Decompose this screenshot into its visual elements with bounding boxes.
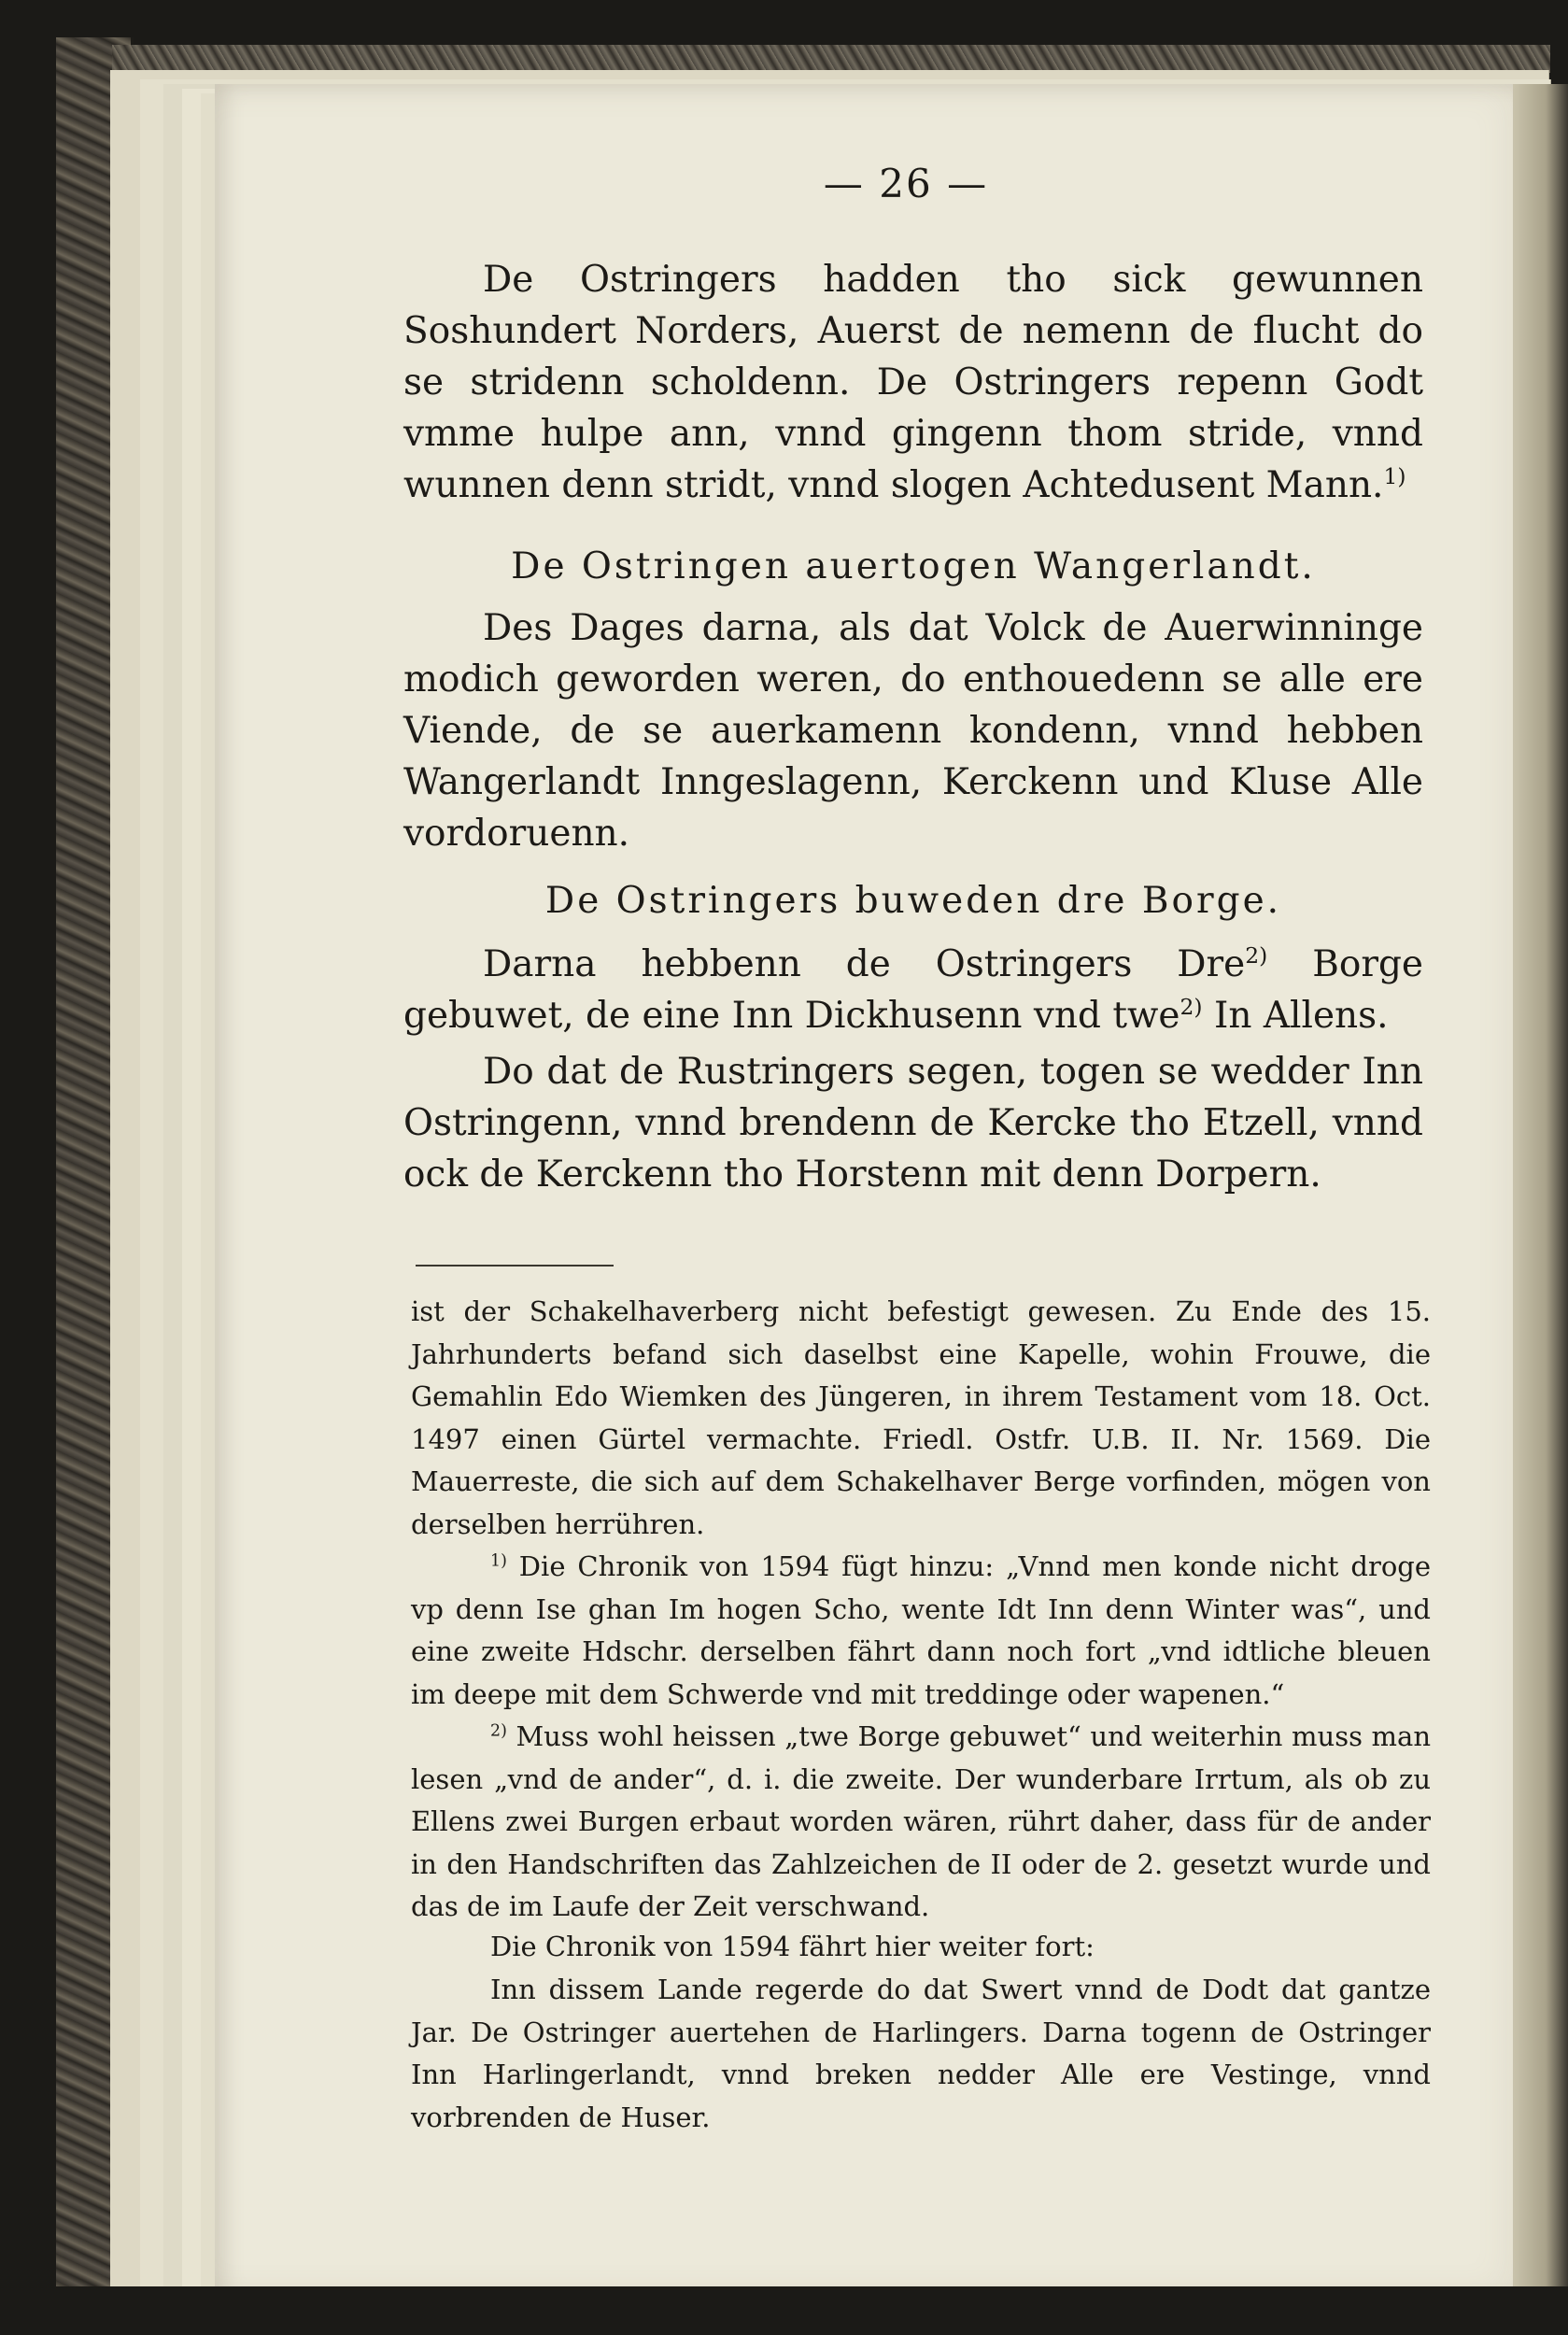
section-heading: De Ostringen auertogen Wangerlandt. xyxy=(511,545,1316,587)
paragraph-text: Des Dages darna, als dat Volck de Auerwinninge modich geworden weren, do enthouedenn se alle ere Viende, de se auerkamenn kondenn, vnnd hebben Wangerlandt Inngeslagenn, Kerckenn und Kluse Alle vordoruenn. xyxy=(403,607,1423,855)
paragraph xyxy=(403,939,1423,1041)
footnote-separator xyxy=(416,1265,614,1267)
marbled-cover-top xyxy=(112,45,1550,73)
paragraph-text: Borge gebuwet, de eine Inn Dickhusenn vnd twe xyxy=(403,943,1424,1037)
footnote xyxy=(411,1969,1431,2139)
footnote-marker: 1) xyxy=(490,1551,507,1571)
paragraph xyxy=(403,254,1423,511)
paragraph xyxy=(403,602,1423,859)
footnote-text: Muss wohl heissen „twe Borge gebuwet“ und weiterhin muss man lesen „vnd de ander“, d. i. die zweite. Der wunderbare Irrtum, als ob zu Ellens zwei Burgen erbaut worden wären, rührt daher, dass für de ander in den Handschriften das Zahlzeichen de II oder de 2. gesetzt wurde und das de im Laufe der Zeit verschwand. xyxy=(411,1720,1432,1922)
footnote xyxy=(411,1546,1431,1716)
footnote xyxy=(411,1926,1431,1969)
footnote xyxy=(411,1291,1431,1546)
background-edge xyxy=(0,2286,1568,2335)
paragraph xyxy=(403,1046,1423,1200)
footnote xyxy=(411,1716,1431,1929)
footnote-marker: 2) xyxy=(1180,994,1203,1020)
footnote-marker: 2) xyxy=(490,1721,507,1741)
paragraph-text: Do dat de Rustringers segen, togen se wedder Inn Ostringenn, vnnd brendenn de Kercke tho Etzell, vnnd ock de Kerckenn tho Horstenn mit denn Dorpern. xyxy=(403,1051,1423,1196)
footnote-text: Inn dissem Lande regerde do dat Swert vnnd de Dodt dat gantze Jar. De Ostringer auertehen de Harlingers. Darna togenn de Ostringer Inn Harlingerlandt, vnnd breken nedder Alle ere Vestinge, vnnd vorbrenden de Huser. xyxy=(411,1974,1431,2133)
footnote-marker: 1) xyxy=(1383,463,1406,489)
page-gutter-shadow xyxy=(1513,84,1568,2298)
footnote-marker: 2) xyxy=(1245,942,1268,969)
paragraph-text: Darna hebbenn de Ostringers Dre xyxy=(483,943,1246,985)
section-heading: De Ostringers buweden dre Borge. xyxy=(544,880,1282,922)
footnote-text: Die Chronik von 1594 fügt hinzu: „Vnnd men konde nicht droge vp denn Ise ghan Im hogen Scho, wente Idt Inn denn Winter was“, und eine zweite Hdschr. derselben fährt dann noch fort „vnd idtliche bleuen im deepe mit dem Schwerde vnd mit treddinge oder wapenen.“ xyxy=(411,1550,1432,1710)
footnote-text: Die Chronik von 1594 fährt hier weiter fort: xyxy=(490,1931,1095,1962)
paragraph-text: In Allens. xyxy=(1213,995,1389,1037)
footnote-text: ist der Schakelhaverberg nicht befestigt gewesen. Zu Ende des 15. Jahrhunderts befand sich daselbst eine Kapelle, wohin Frouwe, die Gemahlin Edo Wiemken des Jüngeren, in ihrem Testament vom 18. Oct. 1497 einen Gürtel vermachte. Friedl. Ostfr. U.B. II. Nr. 1569. Die Mauerreste, die sich auf dem Schakelhaver Berge vorfinden, mögen von derselben herrühren. xyxy=(411,1295,1431,1540)
page-number: — 26 — xyxy=(823,161,989,206)
paragraph-text: De Ostringers hadden tho sick gewunnen Soshundert Norders, Auerst de nemenn de flucht do se stridenn scholdenn. De Ostringers repenn Godt vmme hulpe ann, vnnd gingenn thom stride, vnnd wunnen denn stridt, vnnd slogen Achtedusent Mann. xyxy=(403,259,1423,506)
